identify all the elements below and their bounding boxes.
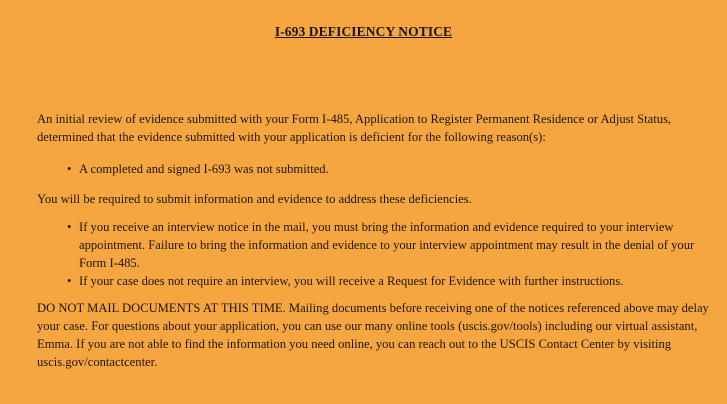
required-paragraph: You will be required to submit information and evidence to address these deficiencies. — [37, 192, 472, 206]
intro-paragraph: An initial review of evidence submitted with your Form I-485, Application to Register Permanent Residence or Adjust Status, determined that the evidence submitted with your application is deficient for the following reason(s): — [37, 112, 672, 144]
reasons-list — [67, 160, 717, 178]
action-item-interview: • If you receive an interview notice in the mail, you must bring the information and evidence required to your interview appointment. Failure to bring the information and evidence to your interview appointment may result in the denial of your Form I-485. — [67, 218, 717, 272]
reason-item: • A completed and signed I-693 was not submitted. — [67, 160, 717, 178]
actions-list — [67, 218, 717, 290]
notice-title: I-693 DEFICIENCY NOTICE — [274, 24, 453, 39]
action-item-no-interview: • If your case does not require an interview, you will receive a Request for Evidence with further instructions. — [67, 272, 717, 290]
closing-paragraph: DO NOT MAIL DOCUMENTS AT THIS TIME. Mailing documents before receiving one of the notices referenced above may delay your case. For questions about your application, you can use our many online tools (uscis.gov/tools) including our virtual assistant, Emma. If you are not able to find the information you need online, you can reach out to the USCIS Contact Center by visiting uscis.gov/contactcenter. — [37, 301, 709, 369]
